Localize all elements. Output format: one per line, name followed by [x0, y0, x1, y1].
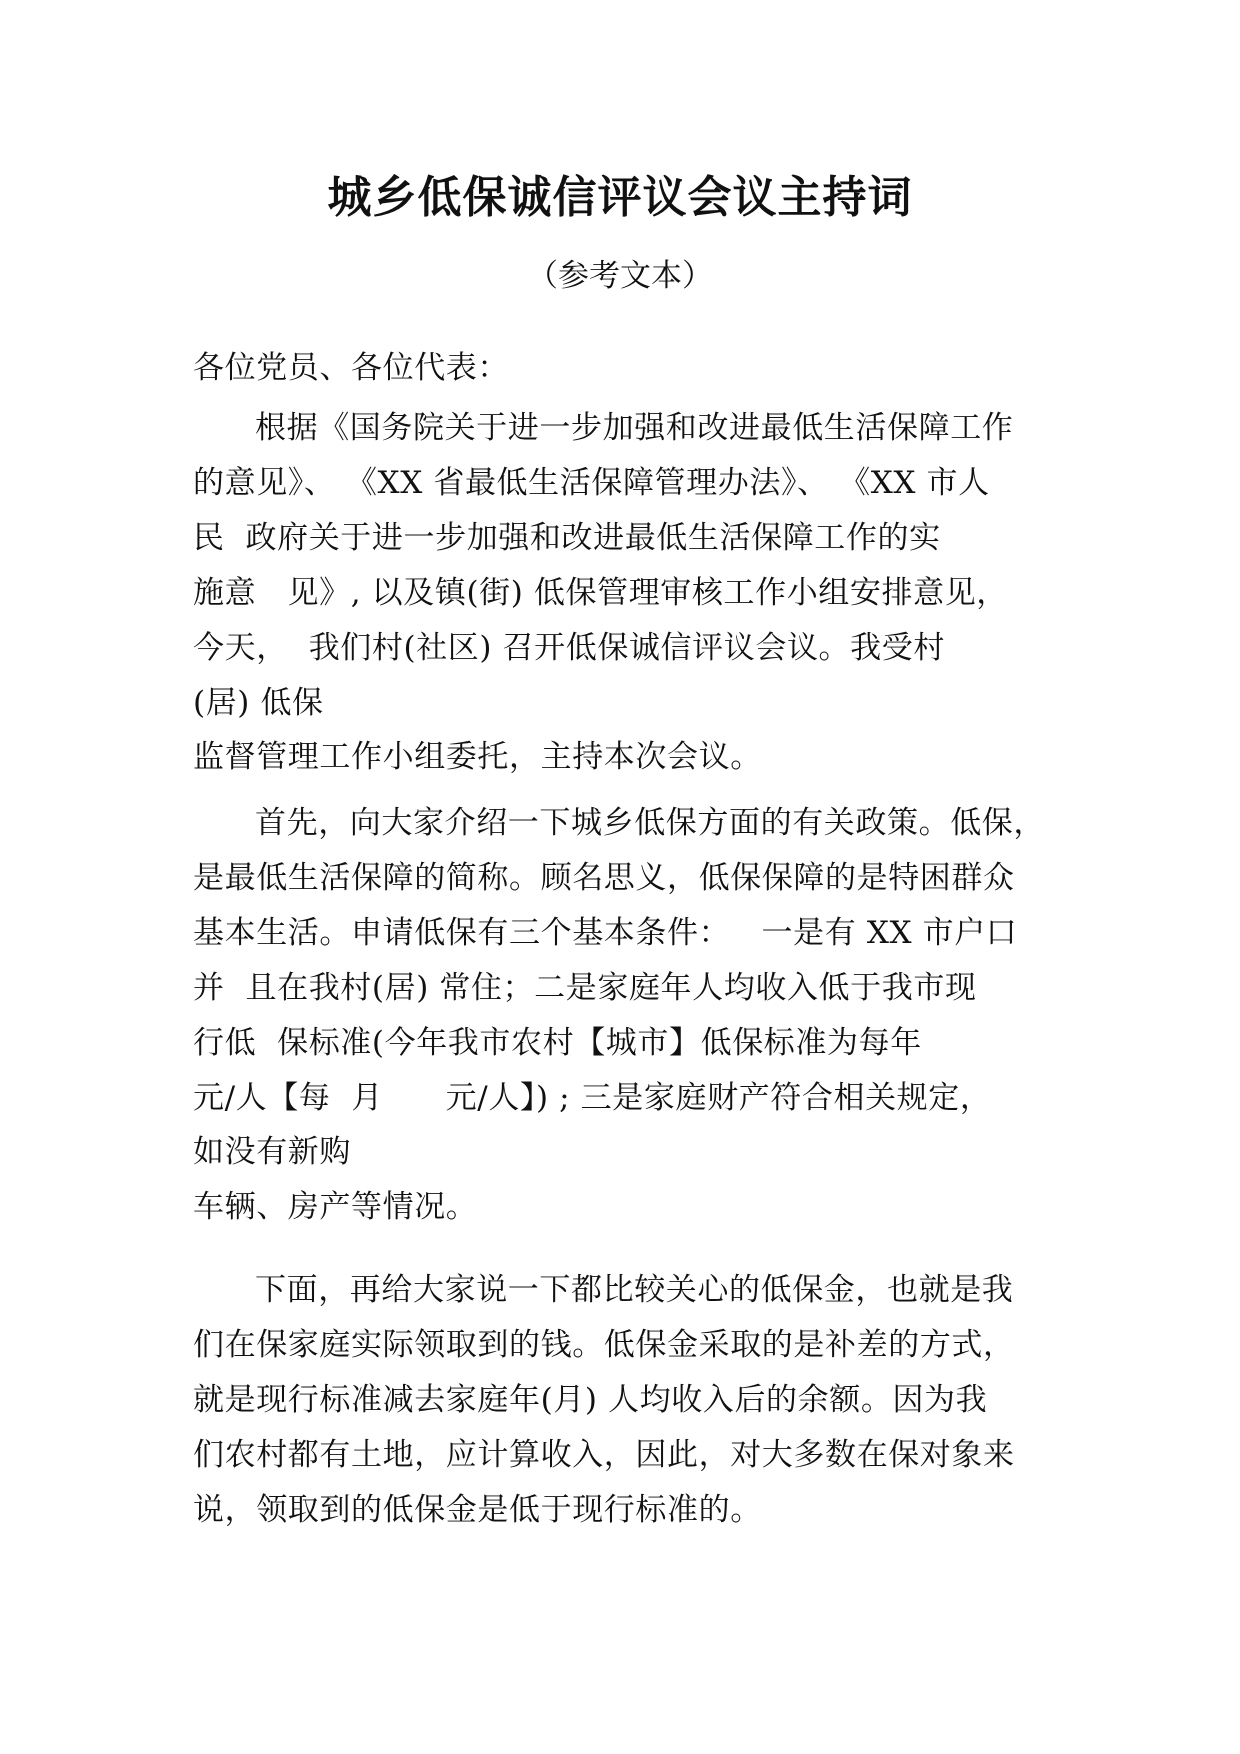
- paragraph-1-line-1: 根据《国务院关于进一步加强和改进最低生活保障工作: [255, 410, 1014, 446]
- paragraph-2-line-4: 并 且在我村(居) 常住；二是家庭年人均收入低于我市现: [193, 970, 977, 1006]
- paragraph-2-line-8: 车辆、房产等情况。: [193, 1189, 478, 1225]
- paragraph-2-line-7: 如没有新购: [193, 1134, 351, 1170]
- paragraph-3-line-4: 们农村都有土地，应计算收入，因此，对大多数在保对象来: [193, 1437, 1015, 1473]
- paragraph-3-line-1: 下面，再给大家说一下都比较关心的低保金，也就是我: [255, 1272, 1014, 1308]
- paragraph-2-line-2: 是最低生活保障的简称。顾名思义，低保保障的是特困群众: [193, 860, 1015, 896]
- paragraph-1-line-4: 施意 见》, 以及镇(街) 低保管理审核工作小组安排意见，: [193, 575, 1008, 611]
- paragraph-2-line-6: 元/人【每 月 元/人】) ; 三是家庭财产符合相关规定，: [193, 1080, 992, 1116]
- paragraph-3-line-3: 就是现行标准减去家庭年(月) 人均收入后的余额。因为我: [193, 1382, 988, 1418]
- paragraph-1-line-5: 今天， 我们村(社区) 召开低保诚信评议会议。我受村: [193, 630, 945, 666]
- document-subtitle: （参考文本）: [527, 258, 713, 294]
- salutation: 各位党员、各位代表：: [193, 350, 509, 386]
- paragraph-2-line-1: 首先，向大家介绍一下城乡低保方面的有关政策。低保，: [255, 805, 1045, 841]
- paragraph-2-line-5: 行低 保标准(今年我市农村【城市】低保标准为每年: [193, 1025, 922, 1061]
- paragraph-1-line-2: 的意见》、 《XX 省最低生活保障管理办法》、 《XX 市人: [193, 465, 990, 501]
- paragraph-3-line-2: 们在保家庭实际领取到的钱。低保金采取的是补差的方式，: [193, 1327, 1015, 1363]
- paragraph-1-line-3: 民 政府关于进一步加强和改进最低生活保障工作的实: [193, 520, 941, 556]
- document-title: 城乡低保诚信评议会议主持词: [327, 172, 913, 223]
- paragraph-2-line-3: 基本生活。申请低保有三个基本条件： 一是有 XX 市户口: [193, 915, 1018, 951]
- paragraph-1-line-6: (居) 低保: [193, 685, 324, 721]
- paragraph-1-line-7: 监督管理工作小组委托，主持本次会议。: [193, 739, 762, 775]
- paragraph-3-line-5: 说，领取到的低保金是低于现行标准的。: [193, 1492, 762, 1528]
